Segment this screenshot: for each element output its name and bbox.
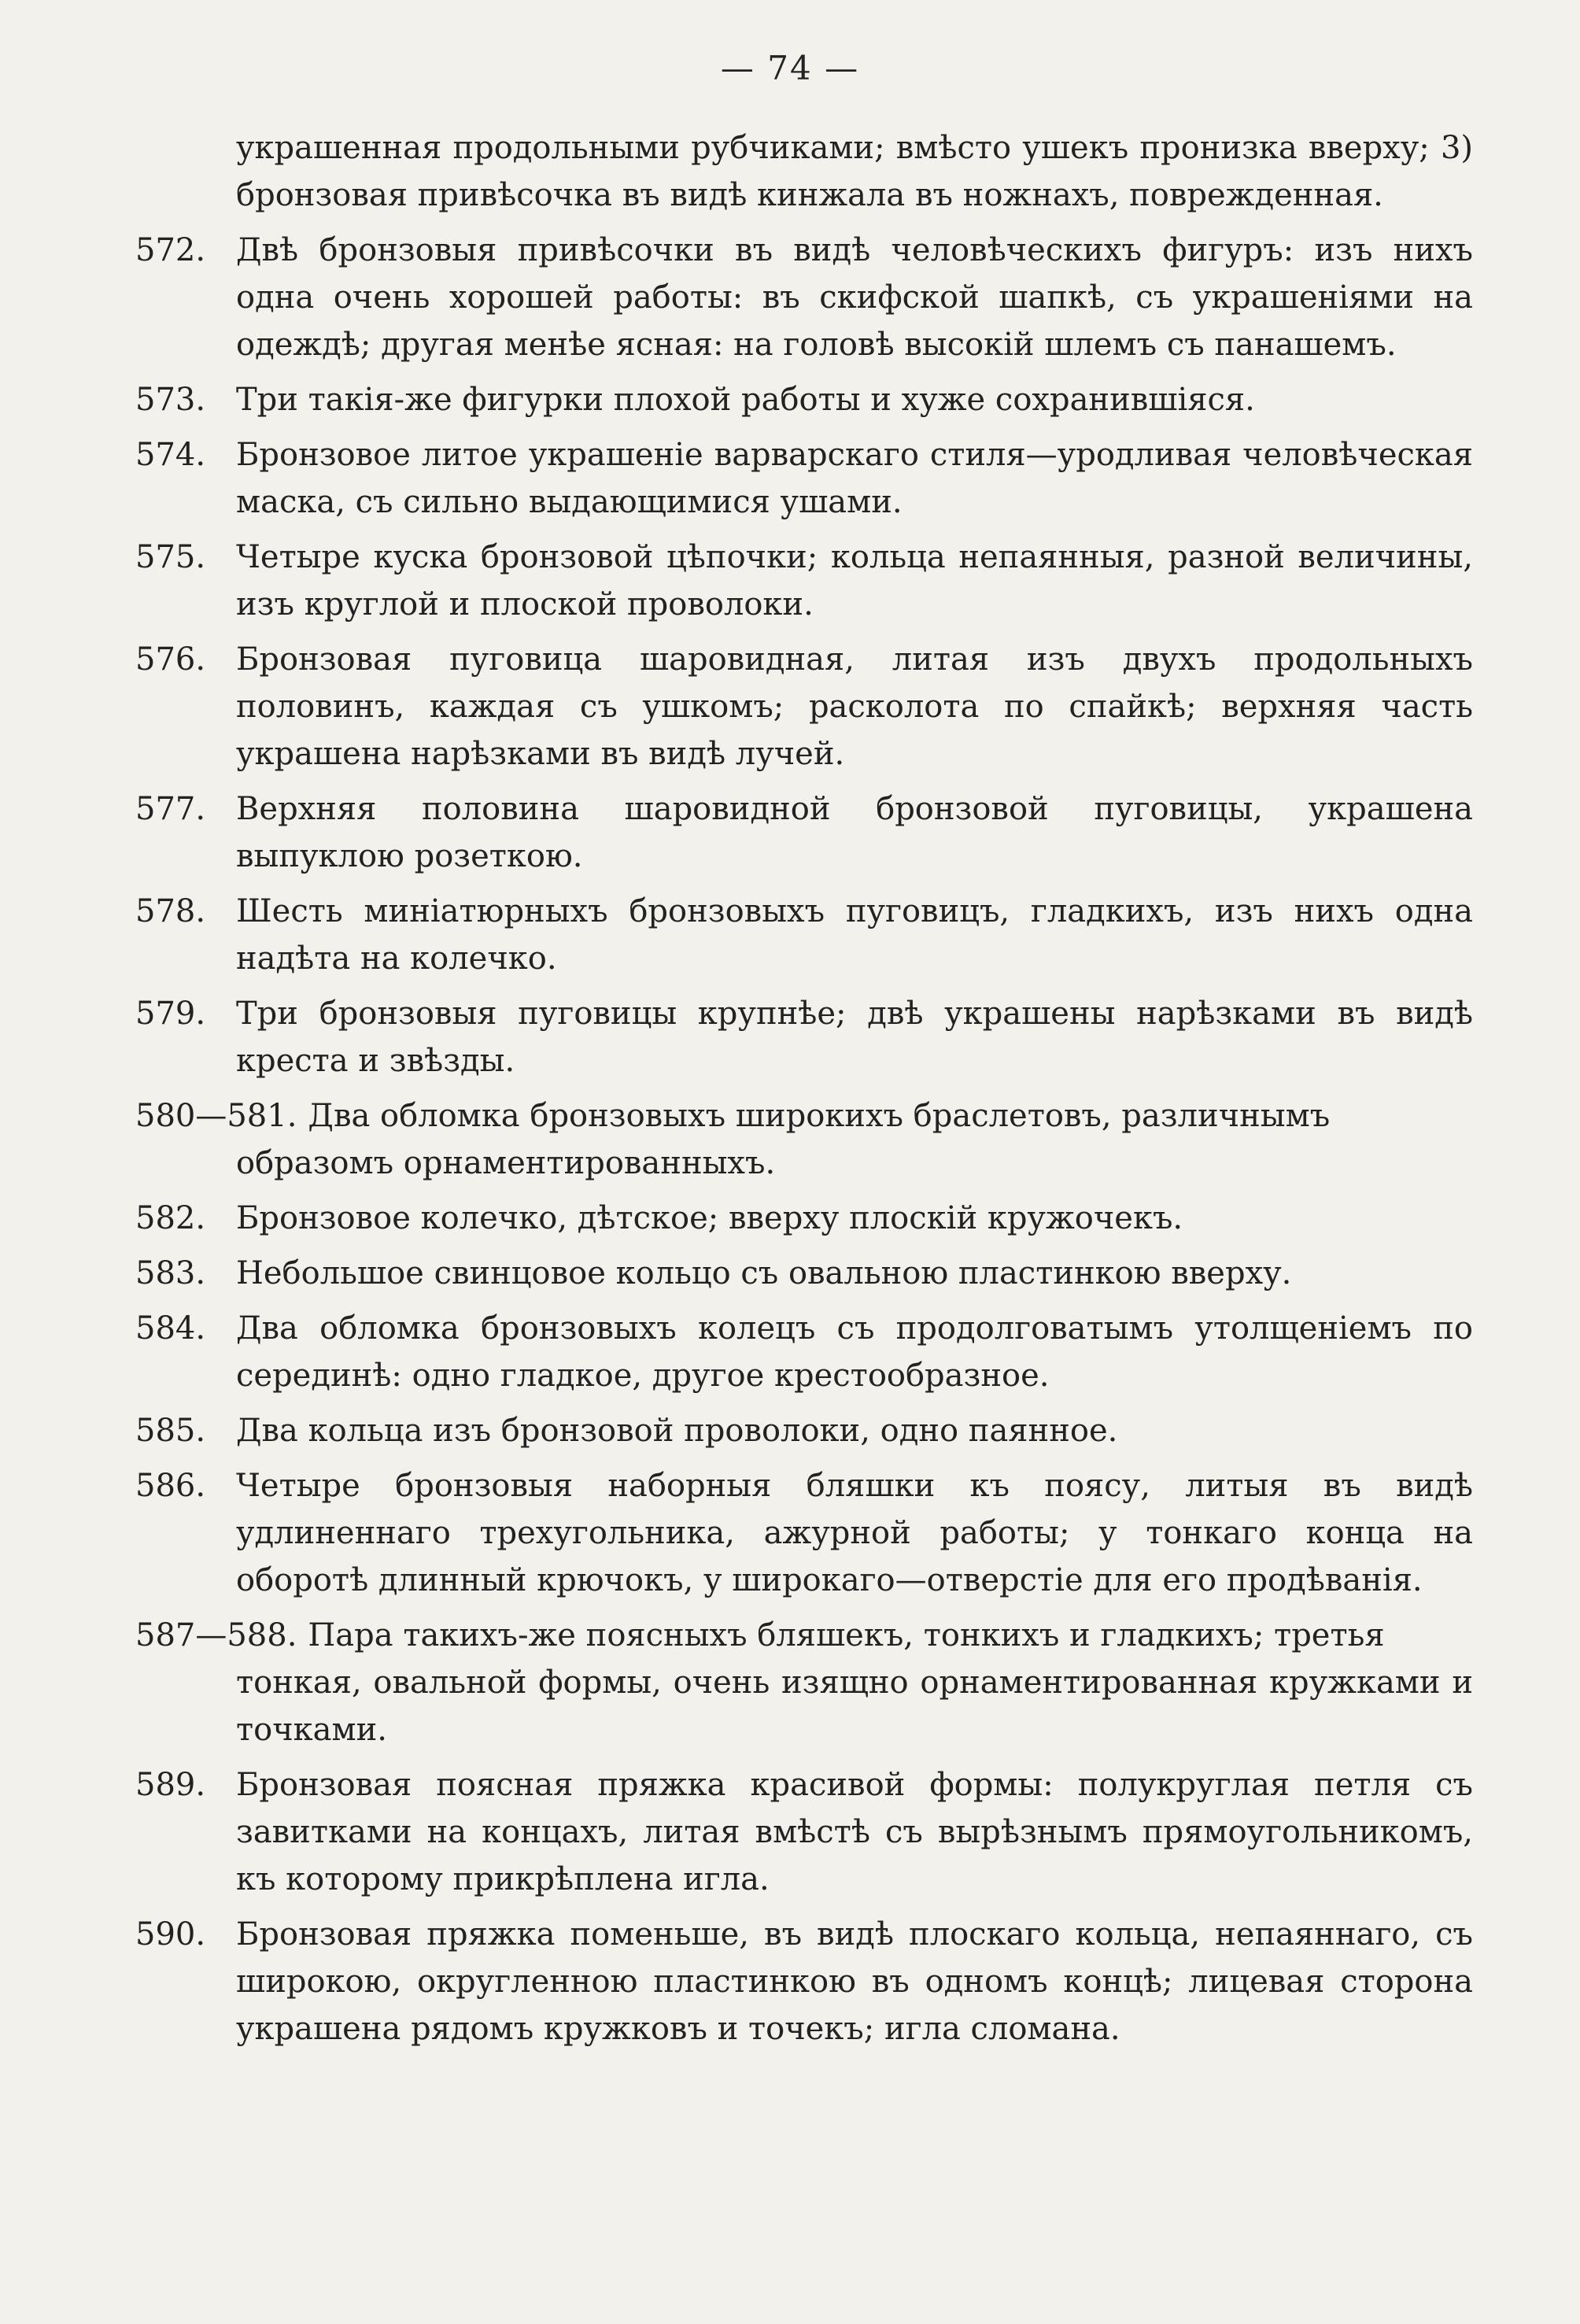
entry-text-first: Пара такихъ-же поясныхъ бляшекъ, тонкихъ и гладкихъ; третья bbox=[308, 1617, 1385, 1653]
entry-number: 576. bbox=[135, 641, 206, 678]
entry-number: 573. bbox=[135, 382, 206, 418]
entry-text: Бронзовое колечко, дѣтское; вверху плоскій кружочекъ. bbox=[236, 1200, 1183, 1236]
entry-text: Небольшое свинцовое кольцо съ овальною пластинкою вверху. bbox=[236, 1255, 1292, 1291]
entry-text: Четыре куска бронзовой цѣпочки; кольца непаянныя, разной величины, изъ круглой и плоской проволоки. bbox=[236, 539, 1473, 623]
entry-text: Три такія-же фигурки плохой работы и хуже сохранившіяся. bbox=[236, 382, 1255, 418]
entry-number: 572. bbox=[135, 232, 206, 268]
entry-first-line bbox=[135, 1092, 1473, 1140]
entry-text-rest: тонкая, овальной формы, очень изящно орнаментированная кружками и точками. bbox=[236, 1664, 1473, 1748]
catalog-entry-576 bbox=[135, 636, 1473, 778]
catalog-entry-589 bbox=[135, 1761, 1473, 1903]
entry-number: 579. bbox=[135, 996, 206, 1032]
catalog-entry-577 bbox=[135, 785, 1473, 880]
entry-text: Бронзовая пуговица шаровидная, литая изъ двухъ продольныхъ половинъ, каждая съ ушкомъ; расколота по спайкѣ; верхняя часть украшена нарѣзками въ видѣ лучей. bbox=[236, 641, 1473, 772]
catalog-entry-583 bbox=[135, 1250, 1473, 1297]
catalog-list bbox=[135, 124, 1473, 2060]
entry-number: 586. bbox=[135, 1468, 206, 1504]
entry-number: 578. bbox=[135, 893, 206, 929]
entry-text: Двѣ бронзовыя привѣсочки въ видѣ человѣческихъ фигуръ: изъ нихъ одна очень хорошей работы: въ скифской шапкѣ, съ украшеніями на одеждѣ; другая менѣе ясная: на головѣ высокій шлемъ съ панашемъ. bbox=[236, 232, 1473, 363]
entry-text: Четыре бронзовыя наборныя бляшки къ поясу, литыя въ видѣ удлиненнаго трехугольника, ажурной работы; у тонкаго конца на оборотѣ длинный крючокъ, у широкаго—отверстіе для его продѣванія. bbox=[236, 1468, 1473, 1598]
entry-first-line bbox=[135, 1612, 1473, 1659]
entry-text-rest: образомъ орнаментированныхъ. bbox=[236, 1145, 776, 1181]
entry-text-first: Два обломка бронзовыхъ широкихъ браслетовъ, различнымъ bbox=[308, 1098, 1331, 1134]
entry-number: 575. bbox=[135, 539, 206, 575]
catalog-entry-590 bbox=[135, 1911, 1473, 2052]
entry-text: Два кольца изъ бронзовой проволоки, одно паянное. bbox=[236, 1413, 1118, 1449]
entry-text: Бронзовое литое украшеніе варварскаго стиля—уродливая человѣческая маска, съ сильно выдающимися ушами. bbox=[236, 437, 1473, 520]
entry-text: Три бронзовыя пуговицы крупнѣе; двѣ украшены нарѣзками въ видѣ креста и звѣзды. bbox=[236, 996, 1473, 1079]
page-number: — 74 — bbox=[720, 49, 860, 87]
entry-number: 580—581. bbox=[135, 1098, 297, 1134]
entry-text: Верхняя половина шаровидной бронзовой пуговицы, украшена выпуклою розеткою. bbox=[236, 791, 1473, 874]
entry-number: 574. bbox=[135, 437, 206, 473]
catalog-entry-574 bbox=[135, 431, 1473, 526]
entry-text: украшенная продольными рубчиками; вмѣсто ушекъ пронизка вверху; 3) бронзовая привѣсочка въ видѣ кинжала въ ножнахъ, поврежденная. bbox=[236, 130, 1473, 213]
entry-number: 577. bbox=[135, 791, 206, 827]
entry-number: 589. bbox=[135, 1767, 206, 1803]
entry-number: 584. bbox=[135, 1310, 206, 1347]
catalog-entry-580-581 bbox=[135, 1092, 1473, 1187]
entry-text: Бронзовая пряжка поменьше, въ видѣ плоскаго кольца, непаяннаго, съ широкою, округленною пластинкою въ одномъ концѣ; лицевая сторона украшена рядомъ кружковъ и точекъ; игла сломана. bbox=[236, 1916, 1473, 2047]
entry-text: Два обломка бронзовыхъ колецъ съ продолговатымъ утолщеніемъ по серединѣ: одно гладкое, другое крестообразное. bbox=[236, 1310, 1473, 1394]
catalog-entry-579 bbox=[135, 990, 1473, 1084]
entry-number: 582. bbox=[135, 1200, 206, 1236]
catalog-entry-continuation bbox=[135, 124, 1473, 219]
catalog-entry-575 bbox=[135, 534, 1473, 628]
entry-number: 585. bbox=[135, 1413, 206, 1449]
entry-number: 590. bbox=[135, 1916, 206, 1953]
catalog-entry-584 bbox=[135, 1305, 1473, 1399]
catalog-entry-573 bbox=[135, 376, 1473, 423]
catalog-entry-585 bbox=[135, 1407, 1473, 1454]
catalog-entry-586 bbox=[135, 1462, 1473, 1604]
catalog-entry-572 bbox=[135, 227, 1473, 368]
entry-text: Шесть миніатюрныхъ бронзовыхъ пуговицъ, гладкихъ, изъ нихъ одна надѣта на колечко. bbox=[236, 893, 1473, 977]
entry-number: 583. bbox=[135, 1255, 206, 1291]
entry-number: 587—588. bbox=[135, 1617, 297, 1653]
catalog-entry-587-588 bbox=[135, 1612, 1473, 1753]
entry-text: Бронзовая поясная пряжка красивой формы: полукруглая петля съ завитками на концахъ, литая вмѣстѣ съ вырѣзнымъ прямоугольникомъ, къ которому прикрѣплена игла. bbox=[236, 1767, 1473, 1897]
catalog-entry-578 bbox=[135, 888, 1473, 982]
catalog-entry-582 bbox=[135, 1195, 1473, 1242]
